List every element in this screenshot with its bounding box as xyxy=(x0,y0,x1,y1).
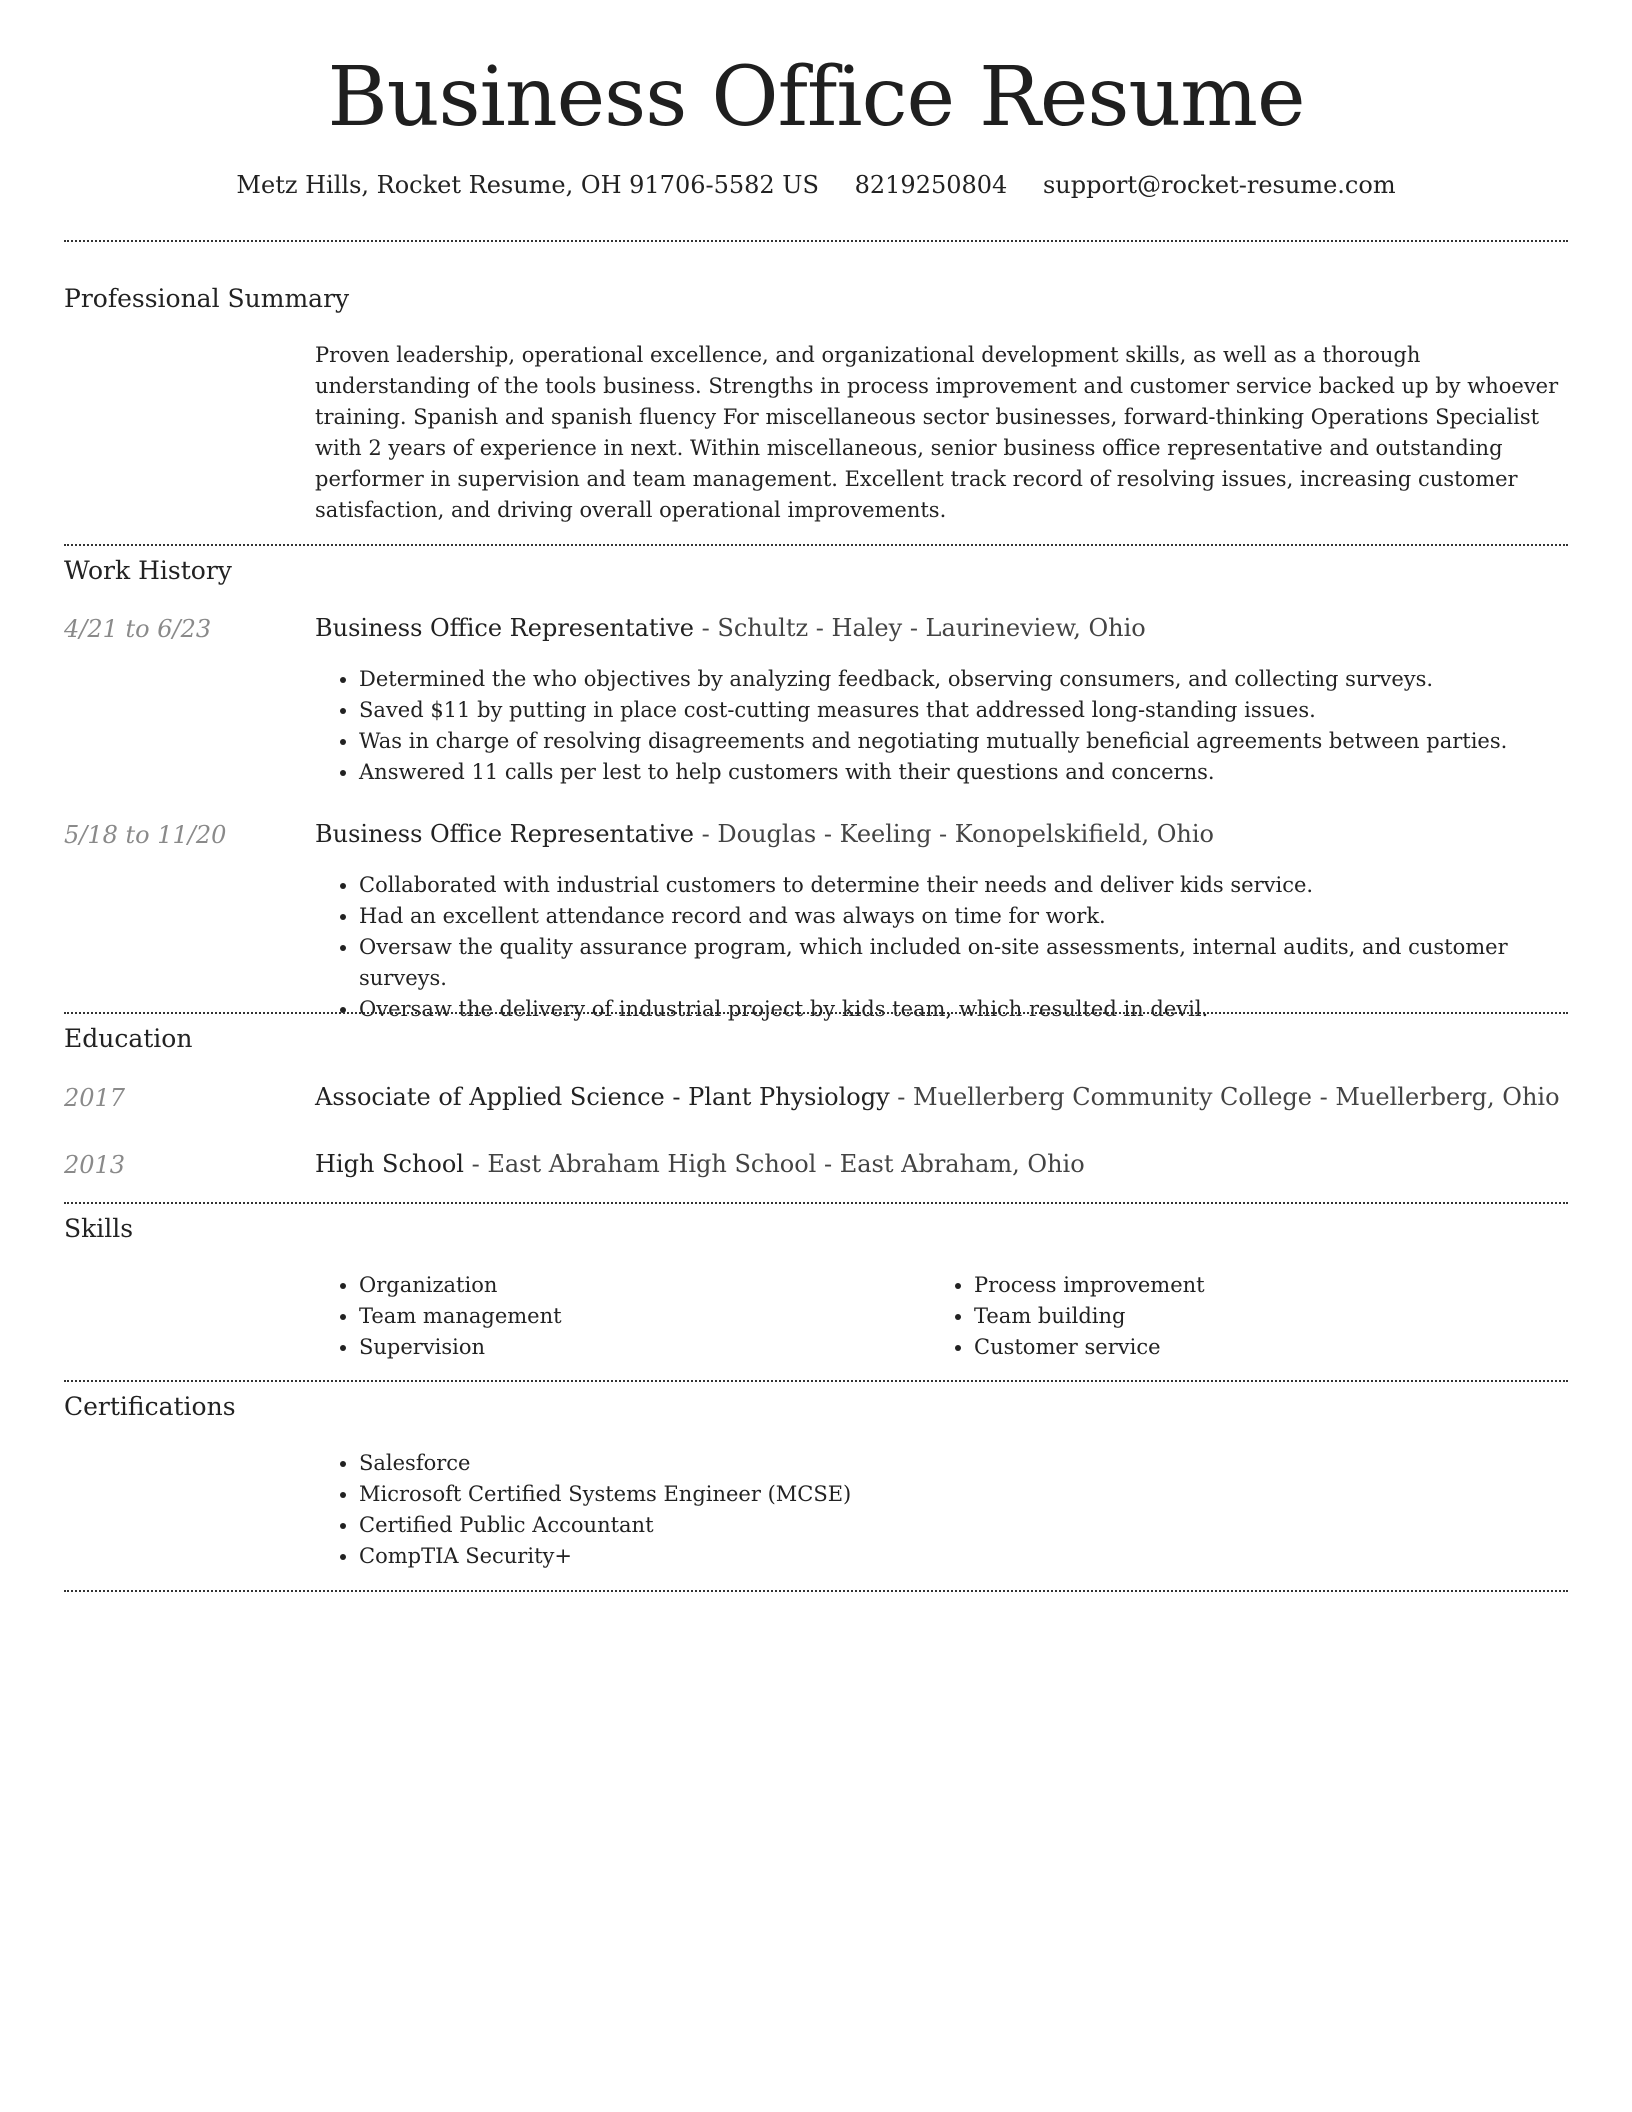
contact-email: support@rocket-resume.com xyxy=(1042,171,1396,199)
list-item: • Answered 11 calls per lest to help customers with their questions and concerns. xyxy=(359,757,1568,788)
section-divider xyxy=(64,1202,1568,1204)
list-item: • Salesforce xyxy=(359,1448,1568,1479)
education-year: 2017 xyxy=(64,1084,126,1112)
list-item: • Process improvement xyxy=(974,1270,1530,1301)
education-year: 2013 xyxy=(64,1151,126,1179)
job-bullets xyxy=(315,870,1568,1025)
summary-text: Proven leadership, operational excellence, and organizational development skills, as well as a thorough understanding of the tools business. Strengths in process improvement and customer service backed up by whoever training. Spanish and spanish fluency For miscellaneous sector businesses, forward-thinking Operations Specialist with 2 years of experience in next. Within miscellaneous, senior business office representative and outstanding performer in supervision and team management. Excellent track record of resolving issues, increasing customer satisfaction, and driving overall operational improvements. xyxy=(315,343,1559,522)
contact-phone: 8219250804 xyxy=(854,171,1008,199)
list-item: • Was in charge of resolving disagreements and negotiating mutually beneficial agreements between parties. xyxy=(359,726,1568,757)
job-role: Business Office Representative xyxy=(315,614,695,642)
list-item: • Collaborated with industrial customers to determine their needs and deliver kids service. xyxy=(359,870,1568,901)
resume-title: Business Office Resume xyxy=(327,50,1305,145)
list-item: • Customer service xyxy=(974,1332,1530,1363)
list-item: • Certified Public Accountant xyxy=(359,1510,1568,1541)
education-degree: High School xyxy=(315,1150,464,1178)
section-title-education: Education xyxy=(64,1024,193,1053)
list-item: • Organization xyxy=(359,1270,915,1301)
list-item: • Determined the who objectives by analyzing feedback, observing consumers, and collecting surveys. xyxy=(359,664,1568,695)
list-item: • Supervision xyxy=(359,1332,915,1363)
education-heading xyxy=(315,1083,1560,1111)
education-degree: Associate of Applied Science - Plant Physiology xyxy=(315,1083,890,1111)
list-item: • Had an excellent attendance record and was always on time for work. xyxy=(359,901,1568,932)
job-details: - Schultz - Haley - Laurineview, Ohio xyxy=(694,614,1146,642)
education-heading xyxy=(315,1150,1085,1178)
section-divider xyxy=(64,1380,1568,1382)
list-item: • Saved $11 by putting in place cost-cutting measures that addressed long-standing issues. xyxy=(359,695,1568,726)
certifications-list xyxy=(315,1448,1568,1572)
section-title-skills: Skills xyxy=(64,1214,134,1243)
contact-line xyxy=(64,171,1568,199)
section-title-work: Work History xyxy=(64,556,232,585)
list-item: • Team management xyxy=(359,1301,915,1332)
skills-column-left xyxy=(315,1270,915,1363)
job-details: - Douglas - Keeling - Konopelskifield, Ohio xyxy=(694,820,1214,848)
job-dates: 4/21 to 6/23 xyxy=(64,615,212,643)
section-divider xyxy=(64,240,1568,242)
job-dates: 5/18 to 11/20 xyxy=(64,821,227,849)
job-heading xyxy=(315,820,1214,848)
section-divider xyxy=(64,1590,1568,1592)
education-details: - East Abraham High School - East Abraham, Ohio xyxy=(463,1150,1085,1178)
resume-page xyxy=(64,0,1568,1568)
education-details: - Muellerberg Community College - Muellerberg, Ohio xyxy=(889,1083,1560,1111)
contact-address: Metz Hills, Rocket Resume, OH 91706-5582 US xyxy=(236,171,819,199)
job-bullets xyxy=(315,664,1568,788)
list-item: • Oversaw the delivery of industrial project by kids team, which resulted in devil. xyxy=(359,994,1568,1025)
section-title-certifications: Certifications xyxy=(64,1392,236,1421)
job-role: Business Office Representative xyxy=(315,820,695,848)
list-item: • Microsoft Certified Systems Engineer (MCSE) xyxy=(359,1479,1568,1510)
section-divider xyxy=(64,544,1568,546)
list-item: • Oversaw the quality assurance program, which included on-site assessments, internal audits, and customer surveys. xyxy=(359,932,1568,994)
skills-column-right xyxy=(930,1270,1530,1363)
job-heading xyxy=(315,614,1146,642)
list-item: • CompTIA Security+ xyxy=(359,1541,1568,1572)
section-title-summary: Professional Summary xyxy=(64,284,350,313)
section-divider xyxy=(64,1012,1568,1014)
list-item: • Team building xyxy=(974,1301,1530,1332)
